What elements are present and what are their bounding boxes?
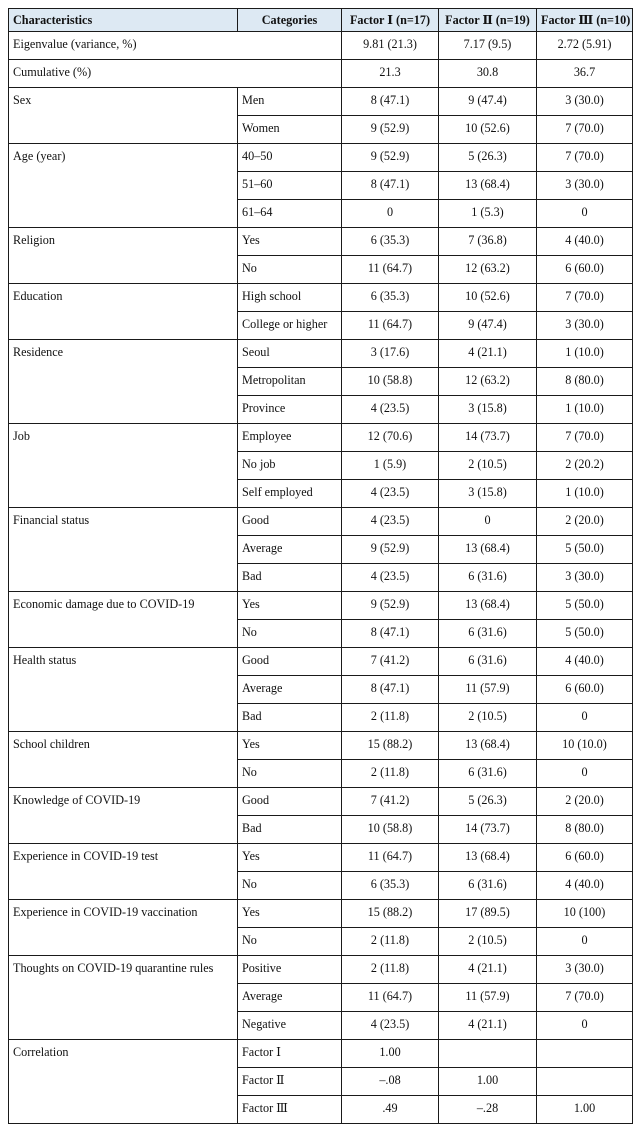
characteristic-label: Economic damage due to COVID-19 [9,592,238,648]
factor-3-value: 10 (10.0) [537,732,633,760]
table-row [9,844,633,872]
factor-2-value: 6 (31.6) [439,872,537,900]
factor-characteristics-table [8,8,633,1124]
table-row [9,144,633,172]
category-label: Yes [238,228,342,256]
factor-2-value: 5 (26.3) [439,788,537,816]
category-label: College or higher [238,312,342,340]
table-body [9,32,633,1124]
summary-label: Eigenvalue (variance, %) [9,32,342,60]
factor-2-value: –.28 [439,1096,537,1124]
factor-1-value: 11 (64.7) [342,256,439,284]
characteristic-label: School children [9,732,238,788]
category-label: Bad [238,816,342,844]
category-label: Factor Ⅲ [238,1096,342,1124]
factor-2-value: 1.00 [439,1068,537,1096]
factor-2-value: 13 (68.4) [439,172,537,200]
factor-3-value: 3 (30.0) [537,312,633,340]
factor-2-value: 2 (10.5) [439,704,537,732]
factor-2-value: 6 (31.6) [439,620,537,648]
factor-3-value: 1.00 [537,1096,633,1124]
category-label: Women [238,116,342,144]
factor-1-value: 2 (11.8) [342,760,439,788]
factor-2-value: 13 (68.4) [439,844,537,872]
factor-3-value: 1 (10.0) [537,340,633,368]
factor-2-value [439,1040,537,1068]
factor-3-value: 4 (40.0) [537,648,633,676]
factor-2-value: 2 (10.5) [439,928,537,956]
factor-2-value: 1 (5.3) [439,200,537,228]
characteristic-label: Education [9,284,238,340]
factor-2-value: 10 (52.6) [439,116,537,144]
factor-1-value: 4 (23.5) [342,480,439,508]
factor-2-value: 6 (31.6) [439,564,537,592]
category-label: Bad [238,564,342,592]
factor-1-value: 8 (47.1) [342,172,439,200]
factor-1-value: 10 (58.8) [342,368,439,396]
factor-2-value: 4 (21.1) [439,1012,537,1040]
factor-2-value: 6 (31.6) [439,648,537,676]
factor-3-value: 7 (70.0) [537,424,633,452]
summary-label: Cumulative (%) [9,60,342,88]
category-label: Average [238,984,342,1012]
factor-1-value: 8 (47.1) [342,676,439,704]
factor-1-value: 0 [342,200,439,228]
category-label: Negative [238,1012,342,1040]
factor-1-value: –.08 [342,1068,439,1096]
factor-2-value: 5 (26.3) [439,144,537,172]
table-row [9,956,633,984]
factor-3-value: 6 (60.0) [537,256,633,284]
factor-1-value: 21.3 [342,60,439,88]
characteristic-label: Sex [9,88,238,144]
factor-3-value: 6 (60.0) [537,844,633,872]
category-label: Seoul [238,340,342,368]
table-row [9,228,633,256]
factor-1-value: .49 [342,1096,439,1124]
table-row [9,788,633,816]
table-row [9,648,633,676]
factor-1-value: 2 (11.8) [342,928,439,956]
factor-1-value: 11 (64.7) [342,312,439,340]
table-row [9,592,633,620]
characteristic-label: Thoughts on COVID-19 quarantine rules [9,956,238,1040]
factor-2-value: 2 (10.5) [439,452,537,480]
factor-1-value: 15 (88.2) [342,900,439,928]
factor-3-value: 10 (100) [537,900,633,928]
factor-3-value: 0 [537,928,633,956]
factor-3-value: 5 (50.0) [537,620,633,648]
factor-1-value: 3 (17.6) [342,340,439,368]
factor-1-value: 4 (23.5) [342,396,439,424]
header-characteristics: Characteristics [9,9,238,32]
factor-1-value: 1 (5.9) [342,452,439,480]
category-label: Factor Ⅰ [238,1040,342,1068]
category-label: Good [238,788,342,816]
category-label: Average [238,676,342,704]
category-label: Yes [238,592,342,620]
category-label: No [238,760,342,788]
factor-1-value: 7 (41.2) [342,788,439,816]
factor-2-value: 4 (21.1) [439,340,537,368]
factor-1-value: 4 (23.5) [342,1012,439,1040]
factor-1-value: 9 (52.9) [342,116,439,144]
category-label: No [238,928,342,956]
factor-1-value: 11 (64.7) [342,984,439,1012]
factor-1-value: 9.81 (21.3) [342,32,439,60]
category-label: Employee [238,424,342,452]
factor-3-value: 1 (10.0) [537,396,633,424]
factor-3-value: 7 (70.0) [537,144,633,172]
factor-2-value: 7 (36.8) [439,228,537,256]
factor-1-value: 7 (41.2) [342,648,439,676]
factor-3-value: 36.7 [537,60,633,88]
factor-3-value: 6 (60.0) [537,676,633,704]
factor-3-value: 7 (70.0) [537,284,633,312]
factor-2-value: 14 (73.7) [439,816,537,844]
factor-1-value: 11 (64.7) [342,844,439,872]
summary-row [9,60,633,88]
factor-3-value: 4 (40.0) [537,228,633,256]
characteristic-label: Job [9,424,238,508]
factor-3-value [537,1040,633,1068]
table-row [9,508,633,536]
factor-1-value: 9 (52.9) [342,144,439,172]
factor-2-value: 9 (47.4) [439,312,537,340]
characteristic-label: Experience in COVID-19 vaccination [9,900,238,956]
factor-2-value: 17 (89.5) [439,900,537,928]
factor-3-value: 2 (20.0) [537,788,633,816]
category-label: Factor Ⅱ [238,1068,342,1096]
table-row [9,88,633,116]
factor-3-value: 0 [537,704,633,732]
characteristic-label: Health status [9,648,238,732]
header-factor-1: Factor Ⅰ (n=17) [342,9,439,32]
factor-1-value: 1.00 [342,1040,439,1068]
factor-3-value: 2.72 (5.91) [537,32,633,60]
factor-2-value: 10 (52.6) [439,284,537,312]
factor-3-value: 1 (10.0) [537,480,633,508]
category-label: 40–50 [238,144,342,172]
table-row [9,424,633,452]
factor-1-value: 8 (47.1) [342,620,439,648]
factor-3-value [537,1068,633,1096]
characteristic-label: Residence [9,340,238,424]
factor-2-value: 0 [439,508,537,536]
factor-3-value: 2 (20.2) [537,452,633,480]
factor-3-value: 2 (20.0) [537,508,633,536]
header-row [9,9,633,32]
characteristic-label: Correlation [9,1040,238,1124]
category-label: High school [238,284,342,312]
factor-2-value: 13 (68.4) [439,536,537,564]
category-label: 51–60 [238,172,342,200]
factor-2-value: 12 (63.2) [439,256,537,284]
factor-1-value: 9 (52.9) [342,536,439,564]
factor-1-value: 2 (11.8) [342,704,439,732]
category-label: Bad [238,704,342,732]
factor-3-value: 8 (80.0) [537,816,633,844]
characteristic-label: Knowledge of COVID-19 [9,788,238,844]
table-row [9,1040,633,1068]
factor-1-value: 4 (23.5) [342,564,439,592]
factor-1-value: 9 (52.9) [342,592,439,620]
category-label: Yes [238,844,342,872]
factor-2-value: 13 (68.4) [439,732,537,760]
factor-1-value: 8 (47.1) [342,88,439,116]
factor-2-value: 9 (47.4) [439,88,537,116]
header-factor-3: Factor Ⅲ (n=10) [537,9,633,32]
factor-2-value: 30.8 [439,60,537,88]
factor-1-value: 10 (58.8) [342,816,439,844]
header-categories: Categories [238,9,342,32]
characteristic-label: Experience in COVID-19 test [9,844,238,900]
factor-3-value: 3 (30.0) [537,564,633,592]
factor-2-value: 11 (57.9) [439,676,537,704]
category-label: Good [238,648,342,676]
category-label: Good [238,508,342,536]
characteristic-label: Age (year) [9,144,238,228]
factor-2-value: 11 (57.9) [439,984,537,1012]
factor-1-value: 4 (23.5) [342,508,439,536]
factor-3-value: 3 (30.0) [537,172,633,200]
category-label: No job [238,452,342,480]
factor-2-value: 6 (31.6) [439,760,537,788]
table-row [9,284,633,312]
factor-2-value: 3 (15.8) [439,396,537,424]
category-label: No [238,872,342,900]
category-label: Average [238,536,342,564]
category-label: Yes [238,900,342,928]
table-row [9,340,633,368]
category-label: Metropolitan [238,368,342,396]
factor-3-value: 8 (80.0) [537,368,633,396]
factor-2-value: 14 (73.7) [439,424,537,452]
factor-1-value: 15 (88.2) [342,732,439,760]
category-label: Province [238,396,342,424]
category-label: 61–64 [238,200,342,228]
characteristic-label: Financial status [9,508,238,592]
factor-3-value: 7 (70.0) [537,984,633,1012]
table-row [9,732,633,760]
factor-2-value: 4 (21.1) [439,956,537,984]
header-factor-2: Factor Ⅱ (n=19) [439,9,537,32]
factor-1-value: 6 (35.3) [342,284,439,312]
factor-3-value: 0 [537,200,633,228]
category-label: Men [238,88,342,116]
category-label: No [238,256,342,284]
characteristic-label: Religion [9,228,238,284]
category-label: Positive [238,956,342,984]
summary-row [9,32,633,60]
factor-1-value: 2 (11.8) [342,956,439,984]
factor-2-value: 3 (15.8) [439,480,537,508]
factor-3-value: 0 [537,1012,633,1040]
factor-1-value: 6 (35.3) [342,228,439,256]
factor-1-value: 12 (70.6) [342,424,439,452]
factor-3-value: 3 (30.0) [537,88,633,116]
factor-3-value: 5 (50.0) [537,536,633,564]
factor-3-value: 7 (70.0) [537,116,633,144]
factor-3-value: 3 (30.0) [537,956,633,984]
table-row [9,900,633,928]
category-label: Self employed [238,480,342,508]
factor-2-value: 13 (68.4) [439,592,537,620]
factor-3-value: 0 [537,760,633,788]
factor-1-value: 6 (35.3) [342,872,439,900]
factor-2-value: 12 (63.2) [439,368,537,396]
factor-3-value: 4 (40.0) [537,872,633,900]
category-label: No [238,620,342,648]
factor-2-value: 7.17 (9.5) [439,32,537,60]
factor-3-value: 5 (50.0) [537,592,633,620]
category-label: Yes [238,732,342,760]
